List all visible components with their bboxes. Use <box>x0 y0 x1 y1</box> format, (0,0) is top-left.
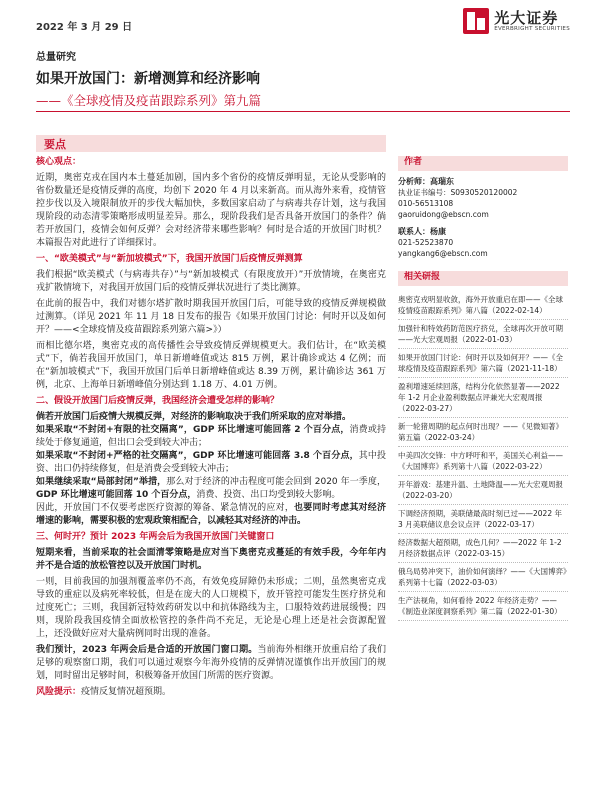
section-3-p2-bold: 我们预计，2023 年两会后是合适的开放国门窗口期。 <box>36 645 258 655</box>
key-points-header <box>36 135 386 152</box>
related-report-item[interactable]: 开年游戏：基建升温、土地降温——光大宏观周报（2022-03-20） <box>398 476 568 505</box>
bullet-1-lead: 如果采取“不封闭+有限的社交隔离”，GDP 环比增速可能回落 2 个百分点， <box>36 425 350 435</box>
bullet-3-mid: 那么对于经济的冲击程度可能会回到 2020 年一季度， <box>166 477 386 487</box>
bullet-1-rest: 消费或持续处于修复通道，但出口会受到较大冲击； <box>36 425 386 448</box>
related-reports-label: 相关研报 <box>404 272 441 282</box>
related-report-item[interactable]: 俄乌局势冲突下，油价如何演绎？——《大国博弈》系列第十七篇（2022-03-03） <box>398 563 568 592</box>
section-3-title: 三、何时开？预计 2023 年两会后为我国开放国门关键窗口 <box>36 532 275 542</box>
main-column <box>36 156 386 699</box>
contact-block <box>398 226 568 259</box>
section-3-paragraph-2 <box>36 644 386 683</box>
section-2-conclusion <box>36 502 386 528</box>
section-3-lead: 短期来看，当前采取的社会面清零策略是应对当下奥密克戎蔓延的有效手段，今年年内并不是合适的放松管控以及开放国门时机。 <box>36 548 386 571</box>
section-2-bullet-2 <box>36 450 386 476</box>
conclusion-bold: 也要同时考虑其对经济增速的影响，需要积极的宏观政策相配合，以减轻其对经济的冲击。 <box>36 503 386 526</box>
everbright-logo-icon <box>463 8 489 34</box>
risk-text: 疫情反复情况超预期。 <box>81 687 172 697</box>
section-2-bullet-3 <box>36 476 386 502</box>
core-paragraph: 近期，奥密克戎在国内本土蔓延加剧，国内多个省份的疫情反弹明显，无论从受影响的省份数量还是疫情反弹的高度，均创下 2020 年 4 月以来新高。而从海外来看，疫情管控步伐以及入境限制放开的步伐大幅加快，多数国家启动了与病毒共存计划，这与我国现阶段的动态清零策略形成明显差异。那么，现阶段我们是否具备开放国门的条件？倘若开放国门，疫情会如何反弹？会对经济带来哪些影响？何时是合适的开放国门时机？本篇报告对此进行了详细探讨。 <box>36 173 386 248</box>
analyst-email: gaoruidong@ebscn.com <box>398 210 489 219</box>
bullet-2-lead: 如果采取“不封闭+严格的社交隔离”，GDP 环比增速可能回落 3.8 个百分点， <box>36 451 359 461</box>
analyst-name: 分析师：高瑞东 <box>398 177 454 186</box>
bullet-3-rest: 消费、投资、出口均受到较大影响。 <box>196 490 341 500</box>
section-3-paragraph-1: 一则，目前我国的加强剂覆盖率仍不高，有效免疫屏障仍未形成；二则，虽然奥密克戎导致的重症以及病死率较低，但是在庞大的人口规模下，放开管控可能发生医疗挤兑和过度死亡；三则，我国新冠特效药研发以中和抗体路线为主，口服特效药进展缓慢；四则，现阶段我国疫情全面放松管控的条件尚不充足，无论是心理上还是社会资源配置上，还没做好应对大量病例同时出现的准备。 <box>36 577 386 639</box>
section-1-title: 一、“欧美模式”与“新加坡模式”下，我国开放国门后疫情反弹测算 <box>36 254 303 264</box>
section-1-paragraph-2: 在此前的报告中，我们对德尔塔扩散时期我国开放国门后，可能导致的疫情反弹规模做过测算。（详见 2021 年 11 月 18 日发布的报告《如果开放国门讨论：何时开以及如何开？——<全球疫情及疫苗跟踪系列第六篇>》） <box>36 299 386 335</box>
section-1-paragraph-3: 而相比德尔塔，奥密克戎的高传播性会导致疫情反弹规模更大。我们估计，在“欧美模式”下，倘若我国开放国门，单日新增峰值或达 815 万例，累计确诊或达 4 亿例；而在“新加坡模式”下，我国开放国门后单日新增峰值或达 8.39 万例，累计确诊达 361 万例，北京、上海单日新增峰值分别达到 1.18 万、4.01 万例。 <box>36 341 386 390</box>
related-report-item[interactable]: 下调经济预期，美联储最高时刻已过——2022 年 3 月美联储议息会议点评（2022-03-17） <box>398 505 568 534</box>
author-label: 作者 <box>404 157 423 167</box>
risk-warning <box>36 686 386 699</box>
contact-email: yangkang6@ebscn.com <box>398 249 488 258</box>
risk-label: 风险提示： <box>36 687 82 697</box>
bullet-3-lead: 如果继续采取“局部封闭”举措， <box>36 477 167 487</box>
logo-text-cn: 光大证券 <box>494 9 559 27</box>
conclusion-normal: 因此，开放国门不仅要考虑医疗资源的筹备、紧急情况的应对， <box>36 503 295 513</box>
related-report-item[interactable]: 如果开放国门讨论：何时开以及如何开？——《全球疫情及疫苗跟踪系列》第六篇（2021-11-18） <box>398 349 568 378</box>
related-report-item[interactable]: 盈利增速延续回落，结构分化依然显著——2022 年 1-2 月企业盈利数据点评兼光大宏观周报（2022-03-27） <box>398 378 568 418</box>
bullet-2-rest: 其中投资、出口仍持续修复，但是消费会受到较大冲击； <box>36 451 386 474</box>
related-report-item[interactable]: 生产法视角，如何看待 2022 年经济走势？——《制造业深度洞察系列》第二篇（2022-01-30） <box>398 592 568 621</box>
document-type: 总量研究 <box>36 52 76 63</box>
core-label: 核心观点： <box>36 157 82 167</box>
section-3-p2-rest: 当前海外相继开放重启给了我们足够的观察窗口期，我们可以通过观察今年海外疫情的反弹情况谨慎作出开放国门的规划，同时留出足够时间，积极筹备开放国门所需的医疗资源。 <box>36 645 386 681</box>
report-subtitle: ——《全球疫情及疫苗跟踪系列》第九篇 <box>36 93 262 108</box>
report-title: 如果开放国门：新增测算和经济影响 <box>36 71 260 87</box>
section-2-bullet-1 <box>36 424 386 450</box>
contact-phone: 021-52523870 <box>398 238 454 247</box>
related-report-item[interactable]: 新一轮猪周期的起点何时出现？——《见微知著》第五篇（2022-03-24） <box>398 418 568 447</box>
section-1-paragraph-1: 我们根据“欧美模式（与病毒共存）”与“新加坡模式（有限度放开）”开放情境，在奥密克戎扩散情境下，对我国开放国门后的疫情反弹状况进行了类比测算。 <box>36 270 386 293</box>
related-report-item[interactable]: 加强针和特效药防范医疗挤兑，全球再次开放可期——光大宏观周报（2022-01-03） <box>398 320 568 349</box>
related-report-item[interactable]: 经济数据大超预期，成色几何？——2022 年 1-2 月经济数据点评（2022-03-15） <box>398 534 568 563</box>
related-report-item[interactable]: 中美四次交锋：中方呼吁和平，美国关心利益——《大国博弈》系列第十八篇（2022-03-22） <box>398 447 568 476</box>
related-reports-header <box>398 271 568 286</box>
title-divider <box>36 111 570 112</box>
bullet-3-bold: GDP 环比增速可能回落 10 个百分点， <box>36 490 197 500</box>
section-2-title: 二、假设开放国门后疫情反弹，我国经济会遭受怎样的影响？ <box>36 396 280 406</box>
section-2-lead: 倘若开放国门后疫情大规模反弹，对经济的影响取决于我们所采取的应对举措。 <box>36 412 352 422</box>
contact-name: 联系人：杨康 <box>398 227 446 236</box>
analyst-phone: 010-56513108 <box>398 199 454 208</box>
logo-text-en: EVERBRIGHT SECURITIES <box>494 26 570 32</box>
related-report-item[interactable]: 奥密克戎明显收敛，海外开放重启在即——《全球疫情疫苗跟踪系列》第八篇（2022-02-14） <box>398 291 568 320</box>
company-logo <box>463 8 570 34</box>
author-header <box>398 156 568 171</box>
related-reports-list <box>398 291 568 621</box>
analyst-cert: 执业证书编号：S0930520120002 <box>398 188 518 197</box>
key-points-label: 要点 <box>44 138 66 151</box>
analyst-block <box>398 176 568 220</box>
sidebar <box>398 156 568 621</box>
report-date: 2022 年 3 月 29 日 <box>36 22 133 33</box>
